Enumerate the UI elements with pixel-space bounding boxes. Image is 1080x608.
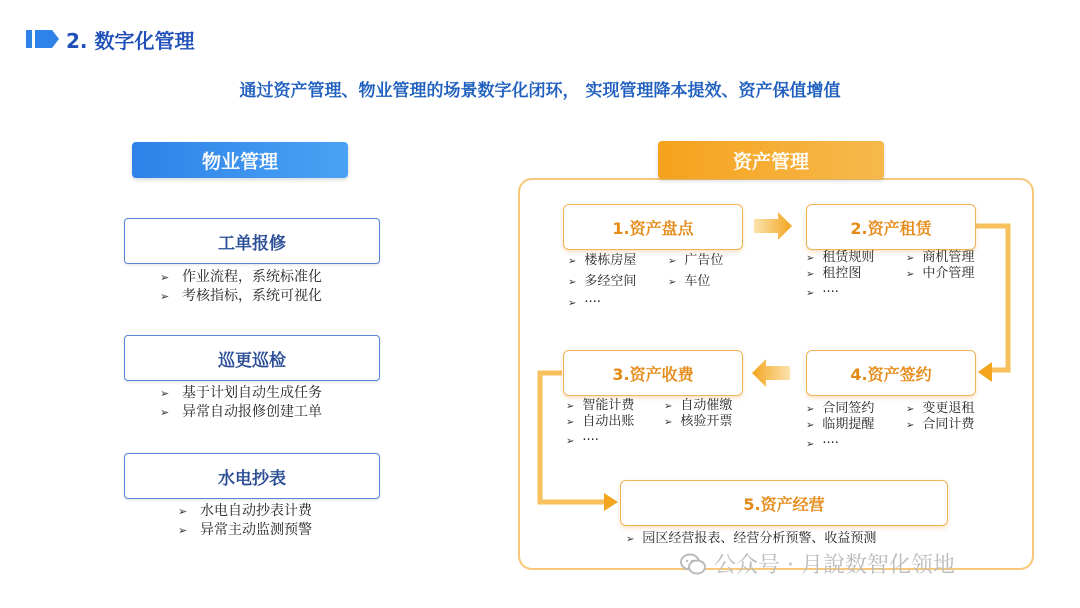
bullet-arrow-icon: ➢ [160, 406, 170, 419]
list-item: ➢ 园区经营报表、经营分析预警、收益预测 [626, 531, 877, 546]
list-item: ➢ 变更退租 [906, 401, 975, 416]
bullet-text: 考核指标，系统可视化 [182, 288, 322, 304]
list-item: ➢ 自动催缴 [664, 398, 733, 413]
list-item: ➢ ···· [806, 436, 839, 451]
step-asset-signing: 4.资产签约 [806, 350, 976, 396]
list-item: ➢ ···· [566, 433, 599, 448]
step-asset-operation: 5.资产经营 [620, 480, 948, 526]
list-item: ➢ 楼栋房屋 [568, 253, 637, 268]
list-item: ➢ 核验开票 [664, 414, 733, 429]
watermark [680, 548, 955, 579]
bullet-arrow-icon: ➢ [160, 271, 170, 284]
list-item: ➢ 商机管理 [906, 250, 975, 265]
step-asset-charging: 3.资产收费 [563, 350, 743, 396]
list-item: ➢ 智能计费 [566, 398, 635, 413]
list-item: ➢ 租控图 [806, 266, 862, 281]
list-item: ➢ ···· [568, 295, 601, 310]
list-item: ➢ 中介管理 [906, 266, 975, 281]
bullet-text: 异常自动报修创建工单 [182, 404, 322, 420]
list-item: ➢ 租赁规则 [806, 250, 875, 265]
list-item: ➢ 广告位 [668, 253, 724, 268]
list-item: ➢ 合同计费 [906, 417, 975, 432]
card-patrol: 巡更巡检 [124, 335, 380, 381]
bullet-text: 基于计划自动生成任务 [182, 385, 322, 401]
list-item: ➢ 临期提醒 [806, 417, 875, 432]
bullet-arrow-icon: ➢ [160, 290, 170, 303]
list-item: ➢ 合同签约 [806, 401, 875, 416]
card-work-order: 工单报修 [124, 218, 380, 264]
arrow-step4-to-step3 [752, 359, 790, 387]
list-item: ➢ 多经空间 [568, 274, 637, 289]
page-subtitle: 通过资产管理、物业管理的场景数字化闭环， 实现管理降本提效、资产保值增值 [239, 81, 841, 101]
bullet-arrow-icon: ➢ [160, 387, 170, 400]
asset-management-header: 资产管理 [658, 141, 884, 179]
bullet-text: 作业流程，系统标准化 [182, 269, 322, 285]
list-item: ➢ 车位 [668, 274, 711, 289]
bullet-arrow-icon: ➢ [178, 505, 188, 518]
section-title: 2. 数字化管理 [66, 29, 195, 53]
list-item: ➢ ···· [806, 285, 839, 300]
bullet-text: 水电自动抄表计费 [200, 503, 312, 519]
arrow-step1-to-step2 [754, 212, 792, 240]
property-management-header: 物业管理 [132, 142, 348, 178]
list-item: ➢ 自动出账 [566, 414, 635, 429]
card-meter-reading: 水电抄表 [124, 453, 380, 499]
wechat-icon [680, 553, 706, 575]
step-asset-inventory: 1.资产盘点 [563, 204, 743, 250]
watermark-text: 公众号 · 月說数智化领地 [714, 553, 955, 578]
bullet-arrow-icon: ➢ [178, 524, 188, 537]
step-asset-leasing: 2.资产租赁 [806, 204, 976, 250]
bullet-text: 异常主动监测预警 [200, 522, 312, 538]
